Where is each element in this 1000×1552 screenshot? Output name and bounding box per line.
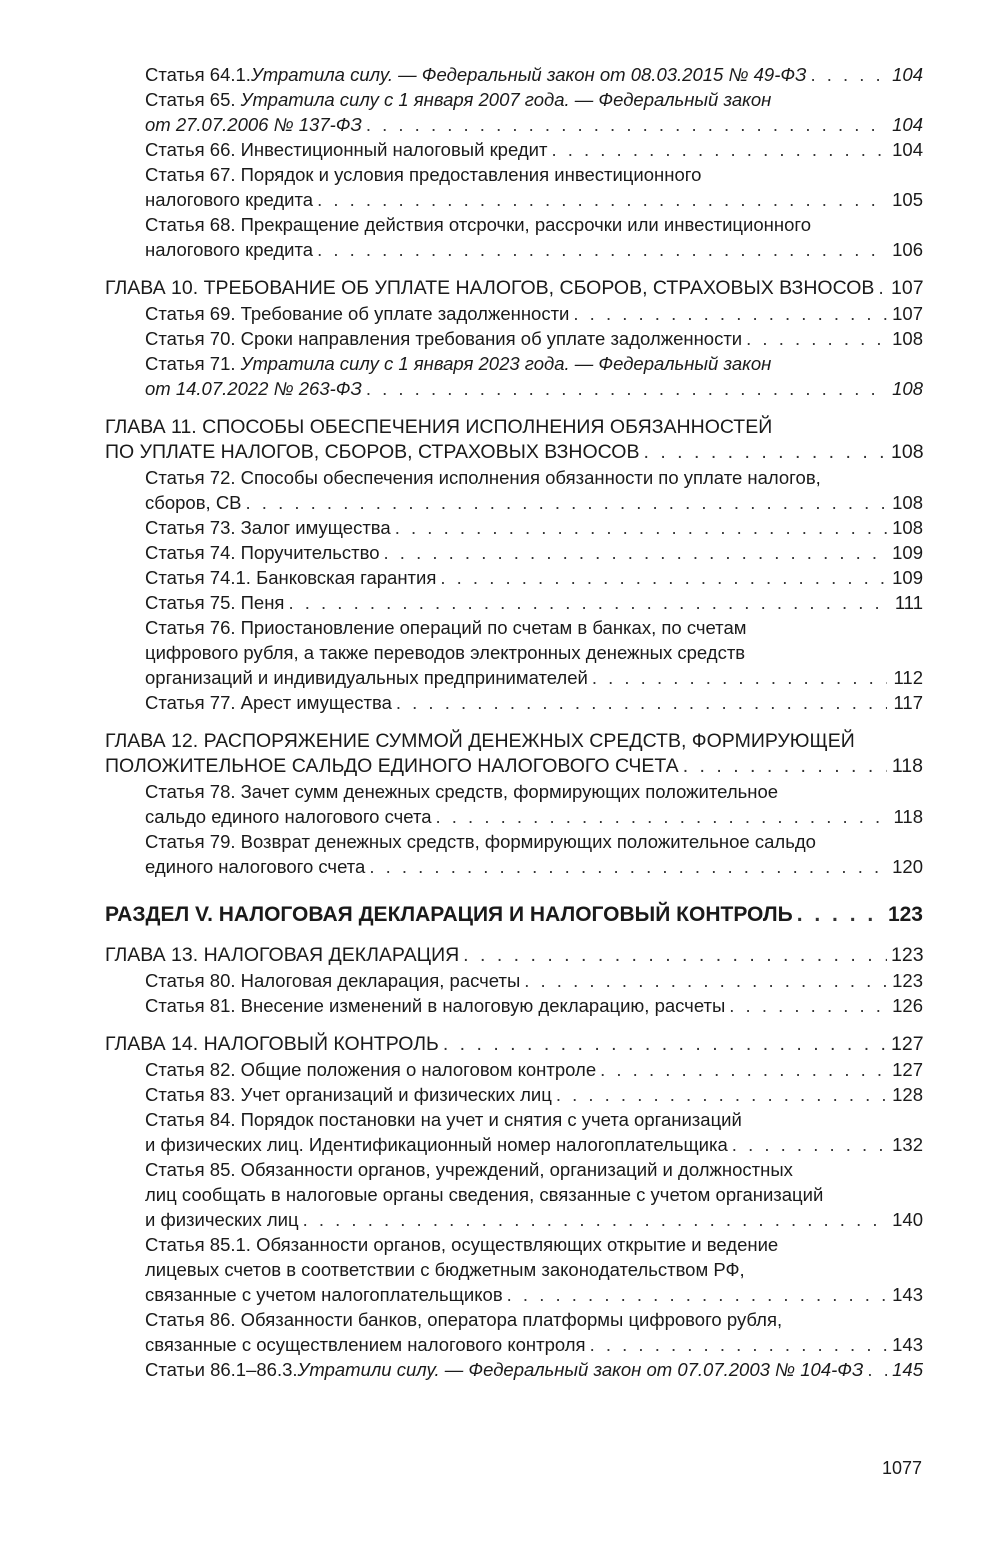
dot-leader: [551, 137, 887, 162]
toc-entry-chapter: [105, 729, 923, 779]
toc-entry-article: [105, 87, 923, 137]
page-ref: 126: [892, 995, 923, 1016]
dot-leader: [384, 540, 887, 565]
toc-entry-article: [105, 326, 923, 351]
entry-title-continued: и физических лиц: [145, 1209, 299, 1230]
toc-entry-section: [105, 901, 923, 929]
entry-title-italic: Утратила силу. — Федеральный закон от 08.03.2015 № 49-ФЗ: [250, 64, 807, 85]
page-ref: 127: [891, 1033, 924, 1055]
toc-entry-article: [105, 1307, 923, 1357]
toc-entry-chapter: [105, 415, 923, 465]
entry-title: Статья 78. Зачет сумм денежных средств, формирующих положительное: [145, 781, 779, 802]
entry-title: ГЛАВА 14. НАЛОГОВЫЙ КОНТРОЛЬ: [105, 1033, 439, 1055]
toc-entry-article: [105, 301, 923, 326]
page-ref: 104: [892, 64, 923, 85]
entry-title-continued: связанные с учетом налогоплательщиков: [145, 1284, 503, 1305]
dot-leader: [732, 1132, 887, 1157]
entry-title: Статья 74.1. Банковская гарантия: [145, 567, 437, 588]
toc-entry-article: [105, 1082, 923, 1107]
page-ref: 112: [893, 667, 923, 688]
entry-title-continued: ПОЛОЖИТЕЛЬНОЕ САЛЬДО ЕДИНОГО НАЛОГОВОГО СЧЕТА: [105, 755, 679, 777]
entry-title-continued: сальдо единого налогового счета: [145, 806, 432, 827]
entry-title: Статья 66. Инвестиционный налоговый кредит: [145, 139, 548, 160]
page-ref: 143: [892, 1284, 923, 1305]
page-ref: 111: [894, 592, 923, 613]
dot-leader: [246, 490, 887, 515]
entry-title: Статья 86. Обязанности банков, оператора платформы цифрового рубля,: [145, 1309, 783, 1330]
page-ref: 140: [892, 1209, 923, 1230]
dot-leader: [317, 187, 887, 212]
page-ref: 108: [892, 492, 923, 513]
dot-leader: [810, 62, 887, 87]
dot-leader: [683, 754, 887, 779]
toc-entry-chapter: [105, 1032, 923, 1057]
entry-title-continued: связанные с осуществлением налогового контроля: [145, 1334, 586, 1355]
toc-entry-article: [105, 1057, 923, 1082]
entry-title: Статья 65.: [145, 89, 241, 110]
entry-title-continued: единого налогового счета: [145, 856, 366, 877]
entry-title-continued: организаций и индивидуальных предпринимателей: [145, 667, 588, 688]
dot-leader: [590, 1332, 887, 1357]
entry-title: ГЛАВА 12. РАСПОРЯЖЕНИЕ СУММОЙ ДЕНЕЖНЫХ СРЕДСТВ, ФОРМИРУЮЩЕЙ: [105, 730, 855, 752]
toc-entry-article: [105, 351, 923, 401]
dot-leader: [366, 376, 887, 401]
entry-title-continued: налогового кредита: [145, 189, 314, 210]
page-ref: 106: [892, 239, 923, 260]
page-ref: 108: [892, 328, 923, 349]
page-ref: 117: [893, 692, 923, 713]
entry-title: ГЛАВА 11. СПОСОБЫ ОБЕСПЕЧЕНИЯ ИСПОЛНЕНИЯ ОБЯЗАННОСТЕЙ: [105, 416, 773, 438]
entry-title-continued: налогового кредита: [145, 239, 314, 260]
page-ref: 109: [892, 567, 923, 588]
page-ref: 123: [887, 903, 923, 926]
entry-title-italic: Утратила силу с 1 января 2007 года. — Федеральный закон: [240, 89, 772, 110]
toc-entry-article: [105, 62, 923, 87]
entry-title-continued: лиц сообщать в налоговые органы сведения, связанные с учетом организаций: [145, 1184, 824, 1205]
dot-leader: [878, 276, 887, 301]
page-ref: 108: [892, 517, 923, 538]
toc-entry-article: [105, 540, 923, 565]
table-of-contents: [105, 62, 923, 1382]
page-ref: 108: [892, 378, 923, 399]
page-ref: 105: [892, 189, 923, 210]
dot-leader: [524, 968, 887, 993]
entry-title: Статья 81. Внесение изменений в налоговую декларацию, расчеты: [145, 995, 726, 1016]
toc-entry-article: [105, 615, 923, 690]
dot-leader: [592, 665, 887, 690]
toc-entry-article: [105, 137, 923, 162]
page-ref: 109: [892, 542, 923, 563]
entry-title: Статья 85. Обязанности органов, учреждений, организаций и должностных: [145, 1159, 793, 1180]
entry-title-continued: сборов, СВ: [145, 492, 242, 513]
dot-leader: [556, 1082, 887, 1107]
page-ref: 120: [892, 856, 923, 877]
entry-title: Статья 70. Сроки направления требования об уплате задолженности: [145, 328, 743, 349]
page-ref: 128: [892, 1084, 923, 1105]
entry-title-italic: Утратила силу с 1 января 2023 года. — Федеральный закон: [240, 353, 772, 374]
entry-title: Статья 73. Залог имущества: [145, 517, 391, 538]
dot-leader: [507, 1282, 887, 1307]
toc-entry-article: [105, 465, 923, 515]
entry-title: Статьи 86.1–86.3.: [145, 1359, 298, 1380]
page-ref: 132: [892, 1134, 923, 1155]
entry-title: Статья 67. Порядок и условия предоставления инвестиционного: [145, 164, 702, 185]
entry-title: Статья 68. Прекращение действия отсрочки, рассрочки или инвестиционного: [145, 214, 811, 235]
page-ref: 108: [891, 441, 924, 463]
dot-leader: [443, 1032, 887, 1057]
entry-title: Статья 64.1.: [145, 64, 251, 85]
toc-entry-article: [105, 690, 923, 715]
page-ref: 145: [892, 1359, 923, 1380]
entry-title: РАЗДЕЛ V. НАЛОГОВАЯ ДЕКЛАРАЦИЯ И НАЛОГОВЫЙ КОНТРОЛЬ: [105, 903, 793, 926]
toc-entry-article: [105, 515, 923, 540]
entry-title: Статья 85.1. Обязанности органов, осуществляющих открытие и ведение: [145, 1234, 779, 1255]
page-ref: 107: [891, 277, 924, 299]
entry-title: ГЛАВА 13. НАЛОГОВАЯ ДЕКЛАРАЦИЯ: [105, 944, 460, 966]
entry-title: Статья 77. Арест имущества: [145, 692, 392, 713]
dot-leader: [729, 993, 887, 1018]
entry-title-continued: цифрового рубля, а также переводов электронных денежных средств: [145, 642, 746, 663]
entry-title: Статья 75. Пеня: [145, 592, 285, 613]
toc-entry-article: [105, 1107, 923, 1157]
toc-entry-article: [105, 162, 923, 212]
entry-title: Статья 82. Общие положения о налоговом контроле: [145, 1059, 597, 1080]
entry-title-continued: от 27.07.2006 № 137-ФЗ: [145, 114, 362, 135]
toc-entry-article: [105, 968, 923, 993]
page-ref: 127: [892, 1059, 923, 1080]
dot-leader: [366, 112, 887, 137]
entry-title: Статья 74. Поручительство: [145, 542, 380, 563]
page-ref: 107: [892, 303, 923, 324]
entry-title: Статья 72. Способы обеспечения исполнения обязанности по уплате налогов,: [145, 467, 821, 488]
entry-title: Статья 79. Возврат денежных средств, формирующих положительное сальдо: [145, 831, 816, 852]
dot-leader: [573, 301, 887, 326]
entry-title: Статья 71.: [145, 353, 241, 374]
entry-title: Статья 83. Учет организаций и физических лиц: [145, 1084, 552, 1105]
toc-entry-article: [105, 779, 923, 829]
toc-entry-article: [105, 590, 923, 615]
page-ref: 123: [892, 970, 923, 991]
dot-leader: [369, 854, 887, 879]
page-number: 1077: [881, 1458, 922, 1478]
entry-title-italic: Утратили силу. — Федеральный закон от 07.07.2003 № 104-ФЗ: [297, 1359, 864, 1380]
toc-entry-article: [105, 1232, 923, 1307]
toc-entry-article: [105, 212, 923, 262]
dot-leader: [317, 237, 887, 262]
entry-title-continued: от 14.07.2022 № 263-ФЗ: [145, 378, 362, 399]
toc-entry-article: [105, 993, 923, 1018]
entry-title: Статья 76. Приостановление операций по счетам в банках, по счетам: [145, 617, 747, 638]
dot-leader: [440, 565, 887, 590]
entry-title: ГЛАВА 10. ТРЕБОВАНИЕ ОБ УПЛАТЕ НАЛОГОВ, СБОРОВ, СТРАХОВЫХ ВЗНОСОВ: [105, 277, 875, 299]
dot-leader: [436, 804, 888, 829]
entry-title-continued: ПО УПЛАТЕ НАЛОГОВ, СБОРОВ, СТРАХОВЫХ ВЗНОСОВ: [105, 441, 640, 463]
page-ref: 104: [892, 139, 923, 160]
dot-leader: [463, 943, 887, 968]
dot-leader: [643, 440, 887, 465]
dot-leader: [797, 901, 879, 929]
entry-title: Статья 80. Налоговая декларация, расчеты: [145, 970, 521, 991]
page-ref: 118: [893, 806, 923, 827]
entry-title: Статья 84. Порядок постановки на учет и снятия с учета организаций: [145, 1109, 742, 1130]
dot-leader: [867, 1357, 887, 1382]
entry-title-continued: лицевых счетов в соответствии с бюджетным законодательством РФ,: [145, 1259, 745, 1280]
page-ref: 123: [891, 944, 924, 966]
dot-leader: [395, 515, 887, 540]
page-ref: 143: [892, 1334, 923, 1355]
entry-title-continued: и физических лиц. Идентификационный номер налогоплательщика: [145, 1134, 728, 1155]
toc-entry-article: [105, 1157, 923, 1232]
dot-leader: [600, 1057, 887, 1082]
toc-entry-article: [105, 1357, 923, 1382]
toc-entry-article: [105, 565, 923, 590]
toc-entry-chapter: [105, 276, 923, 301]
toc-entry-chapter: [105, 943, 923, 968]
page-ref: 118: [891, 755, 923, 777]
toc-entry-article: [105, 829, 923, 879]
entry-title: Статья 69. Требование об уплате задолженности: [145, 303, 570, 324]
dot-leader: [746, 326, 887, 351]
dot-leader: [288, 590, 887, 615]
page-ref: 104: [892, 114, 923, 135]
dot-leader: [303, 1207, 887, 1232]
dot-leader: [396, 690, 887, 715]
